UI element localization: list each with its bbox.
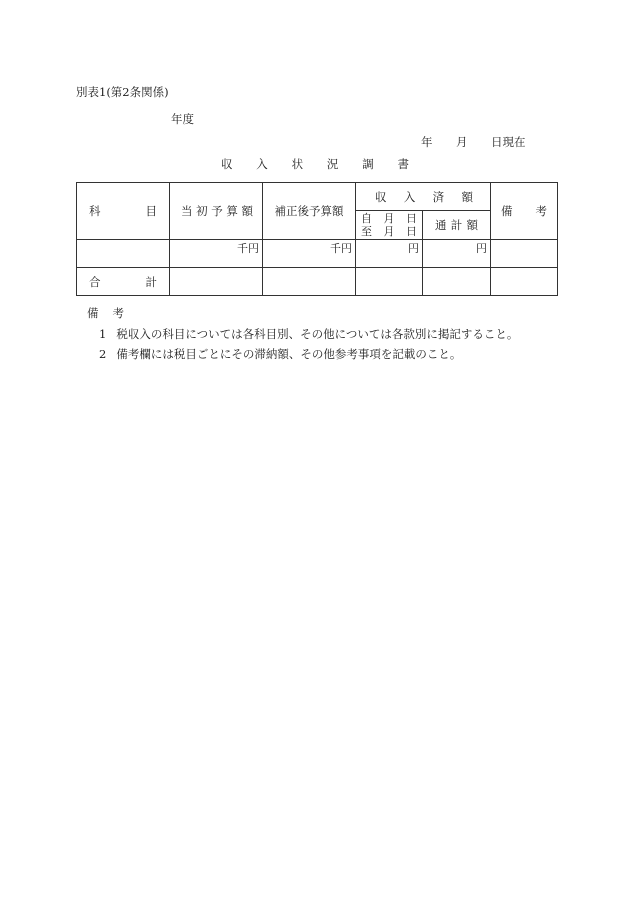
total-label: 合 計 bbox=[77, 268, 170, 296]
note-item bbox=[99, 326, 518, 342]
unit-period: 円 bbox=[356, 240, 423, 268]
appendix-label: 別表1(第2条関係) bbox=[76, 85, 169, 99]
unit-cumulative: 円 bbox=[423, 240, 491, 268]
date-month-label: 月 bbox=[456, 135, 468, 149]
title-char: 状 bbox=[291, 157, 304, 171]
title-char: 調 bbox=[362, 157, 374, 171]
title-char: 書 bbox=[397, 157, 409, 171]
title-char: 況 bbox=[326, 157, 339, 171]
total-cumulative bbox=[423, 268, 491, 296]
date-day-current-label: 日現在 bbox=[491, 135, 526, 149]
header-subject: 科 目 bbox=[77, 183, 170, 240]
unit-initial-budget: 千円 bbox=[170, 240, 263, 268]
header-initial-budget: 当 初 予 算 額 bbox=[170, 183, 263, 240]
date-year-label: 年 bbox=[421, 135, 433, 149]
header-received: 収 入 済 額 bbox=[356, 183, 491, 211]
unit-revised-budget: 千円 bbox=[263, 240, 356, 268]
note-text: 税収入の科目については各科目別、その他については各款別に掲記すること。 bbox=[116, 327, 519, 341]
header-period: 自 月 日 至 月 日 bbox=[356, 211, 423, 240]
income-status-table bbox=[76, 182, 558, 296]
data-subject-cell bbox=[77, 240, 170, 268]
title-char: 入 bbox=[256, 157, 268, 171]
fiscal-year-label: 年度 bbox=[171, 112, 194, 126]
note-item bbox=[99, 346, 461, 362]
data-remarks-cell bbox=[491, 240, 558, 268]
note-number: 2 bbox=[99, 347, 107, 361]
total-remarks bbox=[491, 268, 558, 296]
note-text: 備考欄には税目ごとにその滞納額、その他参考事項を記載のこと。 bbox=[116, 347, 462, 361]
total-revised-budget bbox=[263, 268, 356, 296]
total-initial-budget bbox=[170, 268, 263, 296]
total-period bbox=[356, 268, 423, 296]
document-title bbox=[221, 156, 409, 172]
note-number: 1 bbox=[99, 327, 107, 341]
header-remarks: 備 考 bbox=[491, 183, 558, 240]
header-revised-budget: 補正後予算額 bbox=[263, 183, 356, 240]
header-cumulative: 通 計 額 bbox=[423, 211, 491, 240]
title-char: 収 bbox=[221, 157, 233, 171]
notes-heading: 備 考 bbox=[87, 306, 124, 320]
